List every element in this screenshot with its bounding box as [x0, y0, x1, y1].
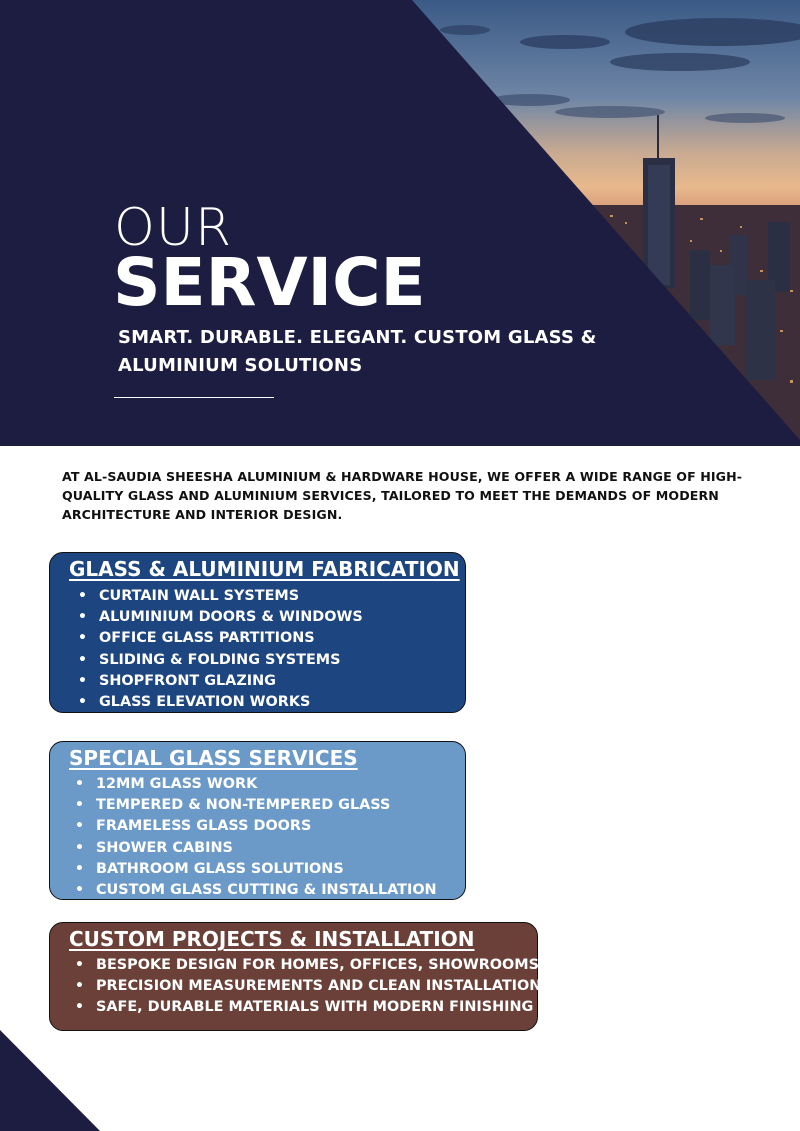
list-item: • SHOPFRONT GLAZING — [99, 671, 465, 692]
list-item: • SLIDING & FOLDING SYSTEMS — [99, 650, 465, 671]
list-item: • 12MM GLASS WORK — [96, 774, 465, 795]
list-item: • TEMPERED & NON-TEMPERED GLASS — [96, 795, 465, 816]
list-item: • FRAMELESS GLASS DOORS — [96, 816, 465, 837]
list-item: • BESPOKE DESIGN FOR HOMES, OFFICES, SHOWROOMS — [96, 955, 537, 976]
section-special-glass-services — [49, 741, 466, 900]
section-custom-projects-installation — [49, 922, 542, 1031]
list-item: • PRECISION MEASUREMENTS AND CLEAN INSTALLATION — [96, 976, 537, 997]
list-item: • BATHROOM GLASS SOLUTIONS — [96, 859, 465, 880]
list-item: • ALUMINIUM DOORS & WINDOWS — [99, 607, 465, 628]
list-item: • CURTAIN WALL SYSTEMS — [99, 586, 465, 607]
section-glass-aluminium-fabrication — [49, 552, 466, 713]
hero-divider — [114, 397, 274, 398]
list-item: • SHOWER CABINS — [96, 838, 465, 859]
corner-triangle-decoration — [0, 1030, 110, 1131]
hero-banner — [0, 0, 800, 446]
hero-title-our: OUR — [114, 198, 233, 258]
service-list — [69, 774, 465, 901]
hero-title-service: SERVICE — [113, 244, 426, 321]
list-item: • GLASS ELEVATION WORKS — [99, 692, 465, 713]
service-list — [69, 955, 542, 1019]
service-list — [69, 586, 465, 713]
list-item: • OFFICE GLASS PARTITIONS — [99, 628, 465, 649]
list-item: • CUSTOM GLASS CUTTING & INSTALLATION — [96, 880, 465, 901]
section-title: CUSTOM PROJECTS & INSTALLATION — [69, 927, 475, 951]
section-title: GLASS & ALUMINIUM FABRICATION — [69, 557, 460, 581]
hero-tagline: SMART. DURABLE. ELEGANT. CUSTOM GLASS & ALUMINIUM SOLUTIONS — [118, 327, 597, 376]
list-item: • SAFE, DURABLE MATERIALS WITH MODERN FINISHING — [96, 997, 537, 1018]
section-title: SPECIAL GLASS SERVICES — [69, 746, 358, 770]
intro-paragraph: AT AL-SAUDIA SHEESHA ALUMINIUM & HARDWARE HOUSE, WE OFFER A WIDE RANGE OF HIGH-QUALITY GLASS AND ALUMINIUM SERVICES, TAILORED TO MEET THE DEMANDS OF MODERN ARCHITECTURE AND INTERIOR DESIGN. — [62, 469, 743, 522]
